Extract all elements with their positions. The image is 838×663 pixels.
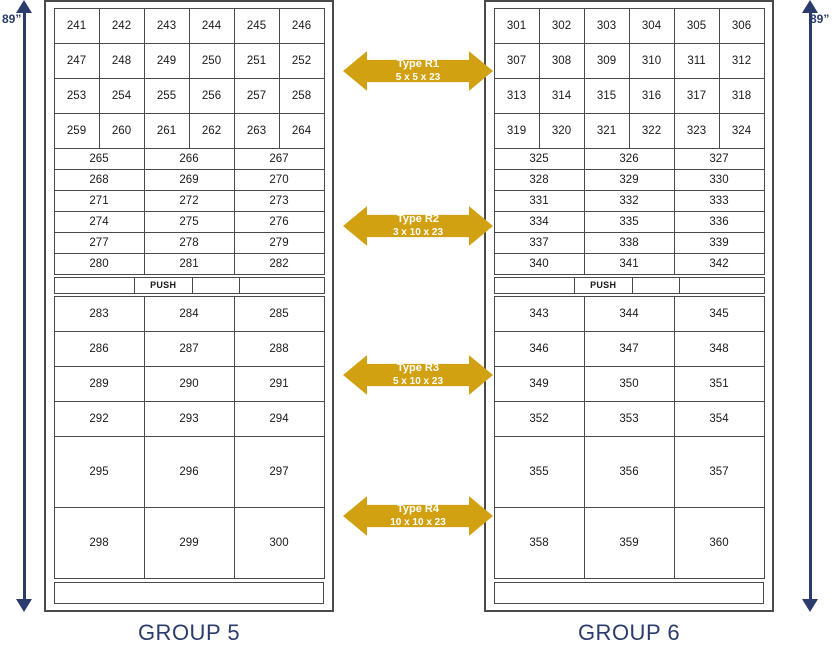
locker-cell-r1[interactable]: 245 [234,8,280,44]
locker-cell-r1[interactable]: 264 [279,113,325,149]
double-arrow-icon [343,195,493,257]
locker-cell-r2[interactable]: 279 [234,232,325,254]
locker-cell-r3[interactable]: 351 [674,366,765,402]
locker-row [54,8,324,43]
arrow-down-icon [16,599,32,612]
locker-group-6 [484,0,774,612]
push-bar-strip [54,277,324,293]
locker-cell-r1[interactable]: 324 [719,113,765,149]
legend-size: 5 x 10 x 23 [392,375,444,387]
double-arrow-icon [343,40,493,102]
locker-cell-r1[interactable]: 302 [539,8,585,44]
locker-cell-r3[interactable]: 288 [234,331,325,367]
locker-row [54,331,324,366]
locker-row [494,507,764,578]
locker-cell-r1[interactable]: 314 [539,78,585,114]
locker-cell-r2[interactable]: 281 [144,253,235,275]
locker-cell-r1[interactable]: 316 [629,78,675,114]
arrow-down-icon [802,599,818,612]
locker-group-5 [44,0,334,612]
locker-cell-r2[interactable]: 276 [234,211,325,233]
locker-cell-r3[interactable]: 345 [674,296,765,332]
locker-cell-r1[interactable]: 319 [494,113,540,149]
locker-cell-r3[interactable]: 343 [494,296,585,332]
locker-row [494,436,764,507]
locker-cell-r2[interactable]: 282 [234,253,325,275]
locker-cell-r2[interactable]: 275 [144,211,235,233]
locker-grid [54,8,324,578]
locker-cell-r1[interactable]: 308 [539,43,585,79]
base-plinth [54,582,324,604]
locker-cell-r4[interactable]: 300 [234,507,325,579]
locker-cell-r1[interactable]: 304 [629,8,675,44]
group-caption-left: GROUP 5 [137,620,241,645]
locker-row [494,169,764,190]
legend-name: Type R2 [397,212,439,225]
locker-cell-r3[interactable]: 353 [584,401,675,437]
locker-cell-r2[interactable]: 326 [584,148,675,170]
locker-cell-r4[interactable]: 297 [234,436,325,508]
locker-cell-r1[interactable]: 305 [674,8,720,44]
locker-cell-r1[interactable]: 307 [494,43,540,79]
push-bar-strip [494,277,764,293]
legend-size: 5 x 5 x 23 [395,71,441,83]
locker-cell-r2[interactable]: 325 [494,148,585,170]
locker-cell-r3[interactable]: 344 [584,296,675,332]
legend-type-r3 [343,344,493,406]
locker-cell-r2[interactable]: 274 [54,211,145,233]
locker-cell-r4[interactable]: 295 [54,436,145,508]
locker-cell-r2[interactable]: 332 [584,190,675,212]
locker-cell-r1[interactable]: 259 [54,113,100,149]
locker-cell-r1[interactable]: 244 [189,8,235,44]
locker-cell-r1[interactable]: 311 [674,43,720,79]
locker-cell-r1[interactable]: 321 [584,113,630,149]
locker-row [54,296,324,331]
locker-cell-r1[interactable]: 262 [189,113,235,149]
locker-cell-r3[interactable]: 283 [54,296,145,332]
locker-cell-r3[interactable]: 350 [584,366,675,402]
locker-row [54,78,324,113]
legend-type-r4 [343,485,493,547]
locker-cell-r2[interactable]: 273 [234,190,325,212]
locker-cell-r2[interactable]: 270 [234,169,325,191]
locker-cell-r3[interactable]: 346 [494,331,585,367]
locker-cell-r3[interactable]: 289 [54,366,145,402]
marker-shaft [809,12,812,600]
locker-cell-r3[interactable]: 286 [54,331,145,367]
locker-cell-r1[interactable]: 246 [279,8,325,44]
locker-cell-r1[interactable]: 257 [234,78,280,114]
locker-cell-r1[interactable]: 242 [99,8,145,44]
locker-cell-r3[interactable]: 284 [144,296,235,332]
legend-name: Type R1 [397,57,439,70]
legend-size: 3 x 10 x 23 [392,226,444,238]
locker-row [54,211,324,232]
locker-cell-r2[interactable]: 329 [584,169,675,191]
legend-name: Type R4 [397,502,439,515]
group-caption-right: GROUP 6 [577,620,681,645]
locker-cell-r2[interactable]: 336 [674,211,765,233]
locker-cell-r3[interactable]: 285 [234,296,325,332]
locker-cell-r3[interactable]: 349 [494,366,585,402]
locker-cell-r2[interactable]: 341 [584,253,675,275]
locker-cell-r1[interactable]: 303 [584,8,630,44]
locker-row [494,113,764,148]
locker-cell-r1[interactable]: 241 [54,8,100,44]
locker-row [494,253,764,274]
height-marker-left [4,0,44,612]
locker-cell-r2[interactable]: 337 [494,232,585,254]
locker-cell-r4[interactable]: 358 [494,507,585,579]
locker-cell-r2[interactable]: 267 [234,148,325,170]
locker-cell-r1[interactable]: 247 [54,43,100,79]
locker-cell-r2[interactable]: 327 [674,148,765,170]
locker-cell-r3[interactable]: 291 [234,366,325,402]
push-bar-segment [632,277,681,294]
legend-name: Type R3 [397,361,439,374]
legend-type-r2 [343,195,493,257]
locker-row [494,296,764,331]
locker-cell-r1[interactable]: 323 [674,113,720,149]
locker-cell-r3[interactable]: 347 [584,331,675,367]
locker-cell-r4[interactable]: 355 [494,436,585,508]
locker-cell-r1[interactable]: 248 [99,43,145,79]
locker-row [494,331,764,366]
locker-cell-r1[interactable]: 306 [719,8,765,44]
locker-row [54,507,324,578]
locker-cell-r1[interactable]: 312 [719,43,765,79]
locker-cell-r1[interactable]: 310 [629,43,675,79]
locker-cell-r1[interactable]: 243 [144,8,190,44]
locker-cell-r1[interactable]: 252 [279,43,325,79]
locker-cell-r2[interactable]: 331 [494,190,585,212]
locker-cell-r2[interactable]: 266 [144,148,235,170]
locker-cell-r1[interactable]: 322 [629,113,675,149]
base-plinth [494,582,764,604]
locker-cell-r2[interactable]: 328 [494,169,585,191]
locker-cell-r4[interactable]: 356 [584,436,675,508]
double-arrow-icon [343,485,493,547]
locker-cell-r2[interactable]: 268 [54,169,145,191]
locker-row [494,366,764,401]
push-bar-segment [239,277,324,294]
push-bar-segment [54,277,135,294]
double-arrow-icon [343,344,493,406]
locker-cell-r2[interactable]: 342 [674,253,765,275]
push-bar-segment [494,277,575,294]
marker-shaft [23,12,26,600]
locker-cell-r2[interactable]: 269 [144,169,235,191]
locker-cell-r1[interactable]: 317 [674,78,720,114]
locker-cell-r1[interactable]: 250 [189,43,235,79]
locker-cell-r1[interactable]: 263 [234,113,280,149]
locker-row [494,211,764,232]
locker-cell-r2[interactable]: 335 [584,211,675,233]
locker-cell-r1[interactable]: 251 [234,43,280,79]
locker-cell-r3[interactable]: 348 [674,331,765,367]
locker-cell-r2[interactable]: 339 [674,232,765,254]
locker-row [494,43,764,78]
locker-row [54,113,324,148]
height-marker-right [790,0,830,612]
locker-cell-r3[interactable]: 354 [674,401,765,437]
locker-cell-r4[interactable]: 299 [144,507,235,579]
locker-row [54,232,324,253]
locker-cell-r3[interactable]: 287 [144,331,235,367]
locker-cell-r4[interactable]: 357 [674,436,765,508]
push-bar-segment [679,277,764,294]
locker-cell-r2[interactable]: 333 [674,190,765,212]
locker-cell-r1[interactable]: 320 [539,113,585,149]
locker-cell-r4[interactable]: 360 [674,507,765,579]
locker-cell-r4[interactable]: 359 [584,507,675,579]
locker-grid [494,8,764,578]
locker-row [54,148,324,169]
locker-cell-r1[interactable]: 301 [494,8,540,44]
legend-size: 10 x 10 x 23 [390,516,446,528]
locker-row [54,43,324,78]
locker-row [494,190,764,211]
push-bar-segment [192,277,241,294]
locker-row [54,190,324,211]
locker-cell-r1[interactable]: 249 [144,43,190,79]
locker-cell-r1[interactable]: 315 [584,78,630,114]
locker-cell-r2[interactable]: 271 [54,190,145,212]
locker-cell-r2[interactable]: 340 [494,253,585,275]
locker-cell-r1[interactable]: 254 [99,78,145,114]
locker-row [494,148,764,169]
locker-cell-r3[interactable]: 292 [54,401,145,437]
locker-row [54,169,324,190]
locker-cell-r2[interactable]: 265 [54,148,145,170]
locker-row [54,366,324,401]
height-label-left: 89” [2,12,22,26]
locker-cell-r3[interactable]: 293 [144,401,235,437]
locker-row [494,8,764,43]
locker-row [54,436,324,507]
locker-cell-r4[interactable]: 296 [144,436,235,508]
locker-cell-r1[interactable]: 261 [144,113,190,149]
locker-row [494,401,764,436]
locker-cell-r1[interactable]: 318 [719,78,765,114]
locker-row [54,253,324,274]
locker-row [494,78,764,113]
locker-cell-r2[interactable]: 330 [674,169,765,191]
locker-cell-r1[interactable]: 309 [584,43,630,79]
locker-cell-r3[interactable]: 352 [494,401,585,437]
locker-cell-r2[interactable]: 280 [54,253,145,275]
locker-cell-r1[interactable]: 253 [54,78,100,114]
locker-row [54,401,324,436]
push-button[interactable]: PUSH [134,277,193,294]
locker-cell-r1[interactable]: 255 [144,78,190,114]
locker-cell-r1[interactable]: 260 [99,113,145,149]
locker-cell-r1[interactable]: 258 [279,78,325,114]
locker-row [494,232,764,253]
legend-type-r1 [343,40,493,102]
locker-cell-r1[interactable]: 313 [494,78,540,114]
locker-cell-r3[interactable]: 294 [234,401,325,437]
locker-cell-r2[interactable]: 278 [144,232,235,254]
locker-cell-r1[interactable]: 256 [189,78,235,114]
locker-cell-r2[interactable]: 338 [584,232,675,254]
locker-cell-r2[interactable]: 277 [54,232,145,254]
height-label-right: 89” [810,12,830,26]
locker-cell-r4[interactable]: 298 [54,507,145,579]
locker-cell-r3[interactable]: 290 [144,366,235,402]
locker-cell-r2[interactable]: 272 [144,190,235,212]
push-button[interactable]: PUSH [574,277,633,294]
locker-cell-r2[interactable]: 334 [494,211,585,233]
